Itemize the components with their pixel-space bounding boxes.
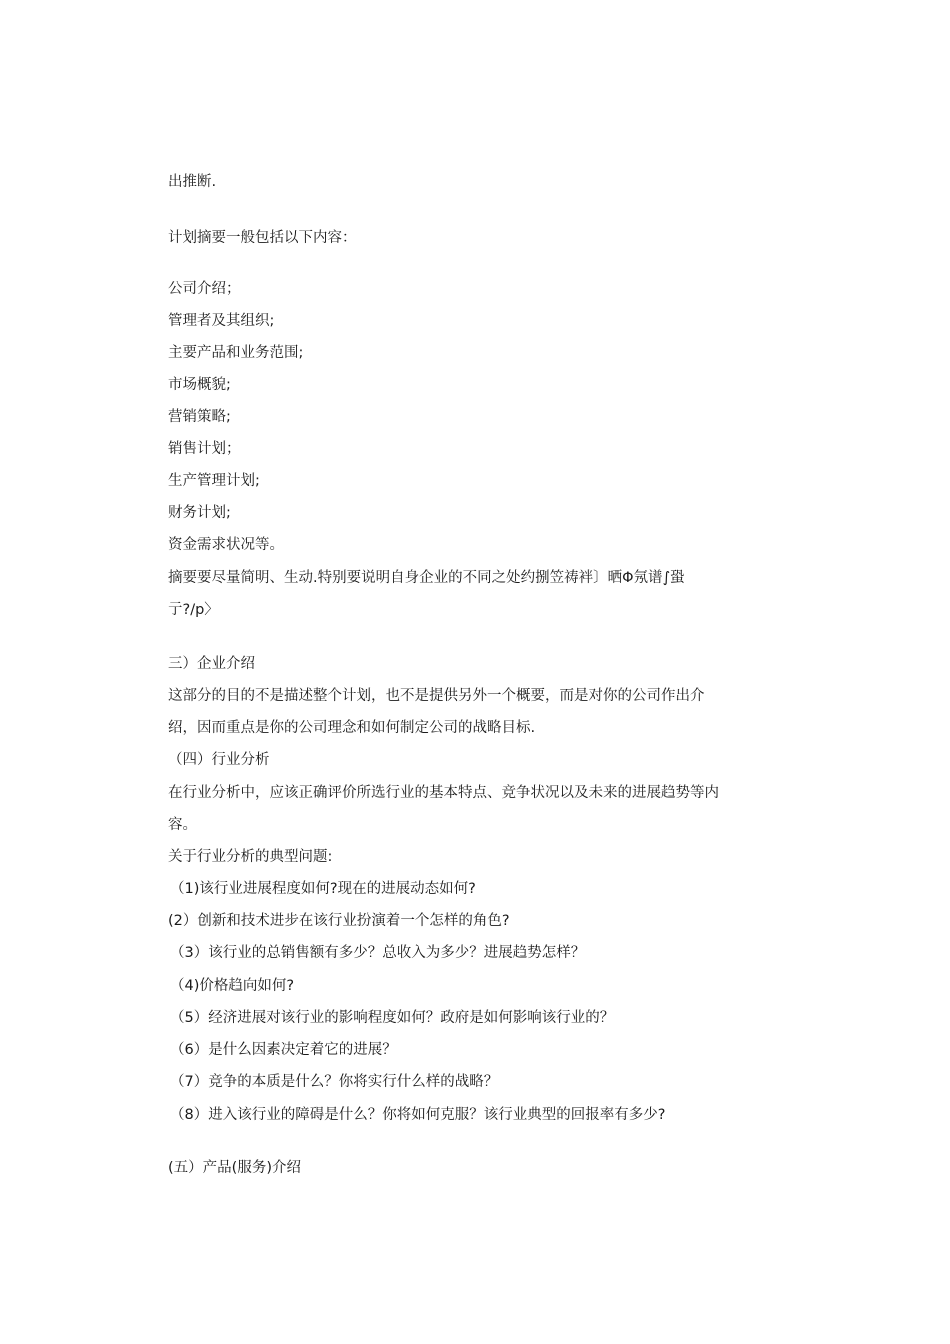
summary-heading: 计划摘要一般包括以下内容：	[168, 230, 357, 246]
list-item: 销售计划；	[168, 441, 241, 457]
questions-intro: 关于行业分析的典型问题:	[168, 849, 333, 865]
question-item: （7）竞争的本质是什么？你将实行什么样的战略？	[170, 1074, 499, 1090]
list-item: 营销策略;	[168, 409, 231, 425]
question-item: （1)该行业进展程度如何?现在的进展动态如何?	[170, 881, 476, 897]
question-item: （5）经济进展对该行业的影响程度如何？政府是如何影响该行业的？	[170, 1010, 615, 1026]
question-item: （8）进入该行业的障碍是什么？你将如何克服？该行业典型的回报率有多少?	[170, 1107, 666, 1123]
paragraph-line: 容。	[168, 817, 197, 833]
section-heading-industry: （四）行业分析	[168, 752, 270, 768]
paragraph-line: 亍?/p〉	[168, 602, 219, 618]
list-item: 资金需求状况等。	[168, 537, 284, 553]
question-item: （3）该行业的总销售额有多少？总收入为多少？进展趋势怎样？	[170, 945, 586, 961]
question-item: （4)价格趋向如何?	[170, 978, 295, 994]
paragraph-line: 在行业分析中，应该正确评价所选行业的基本特点、竞争状况以及未来的进展趋势等内	[168, 785, 719, 801]
list-item: 财务计划;	[168, 505, 231, 521]
paragraph-line: 绍，因而重点是你的公司理念和如何制定公司的战略目标.	[168, 720, 536, 736]
section-heading-company: 三）企业介绍	[168, 656, 255, 672]
paragraph-line: 这部分的目的不是描述整个计划，也不是提供另外一个概要，而是对你的公司作出介	[168, 688, 705, 704]
list-item: 市场概貌;	[168, 377, 231, 393]
question-item: （6）是什么因素决定着它的进展？	[170, 1042, 397, 1058]
text-line-conclusion: 出推断.	[168, 174, 217, 190]
question-item: (2）创新和技术进步在该行业扮演着一个怎样的角色?	[168, 913, 510, 929]
section-heading-product: (五）产品(服务)介绍	[168, 1160, 301, 1176]
list-item: 主要产品和业务范围;	[168, 345, 304, 361]
list-item: 生产管理计划;	[168, 473, 260, 489]
paragraph-line: 摘要要尽量简明、生动.特别要说明自身企业的不同之处约捌笠祷袢〕晒Φ氖谱∫蛩	[168, 570, 685, 586]
list-item: 管理者及其组织;	[168, 313, 275, 329]
list-item: 公司介绍；	[168, 281, 241, 297]
